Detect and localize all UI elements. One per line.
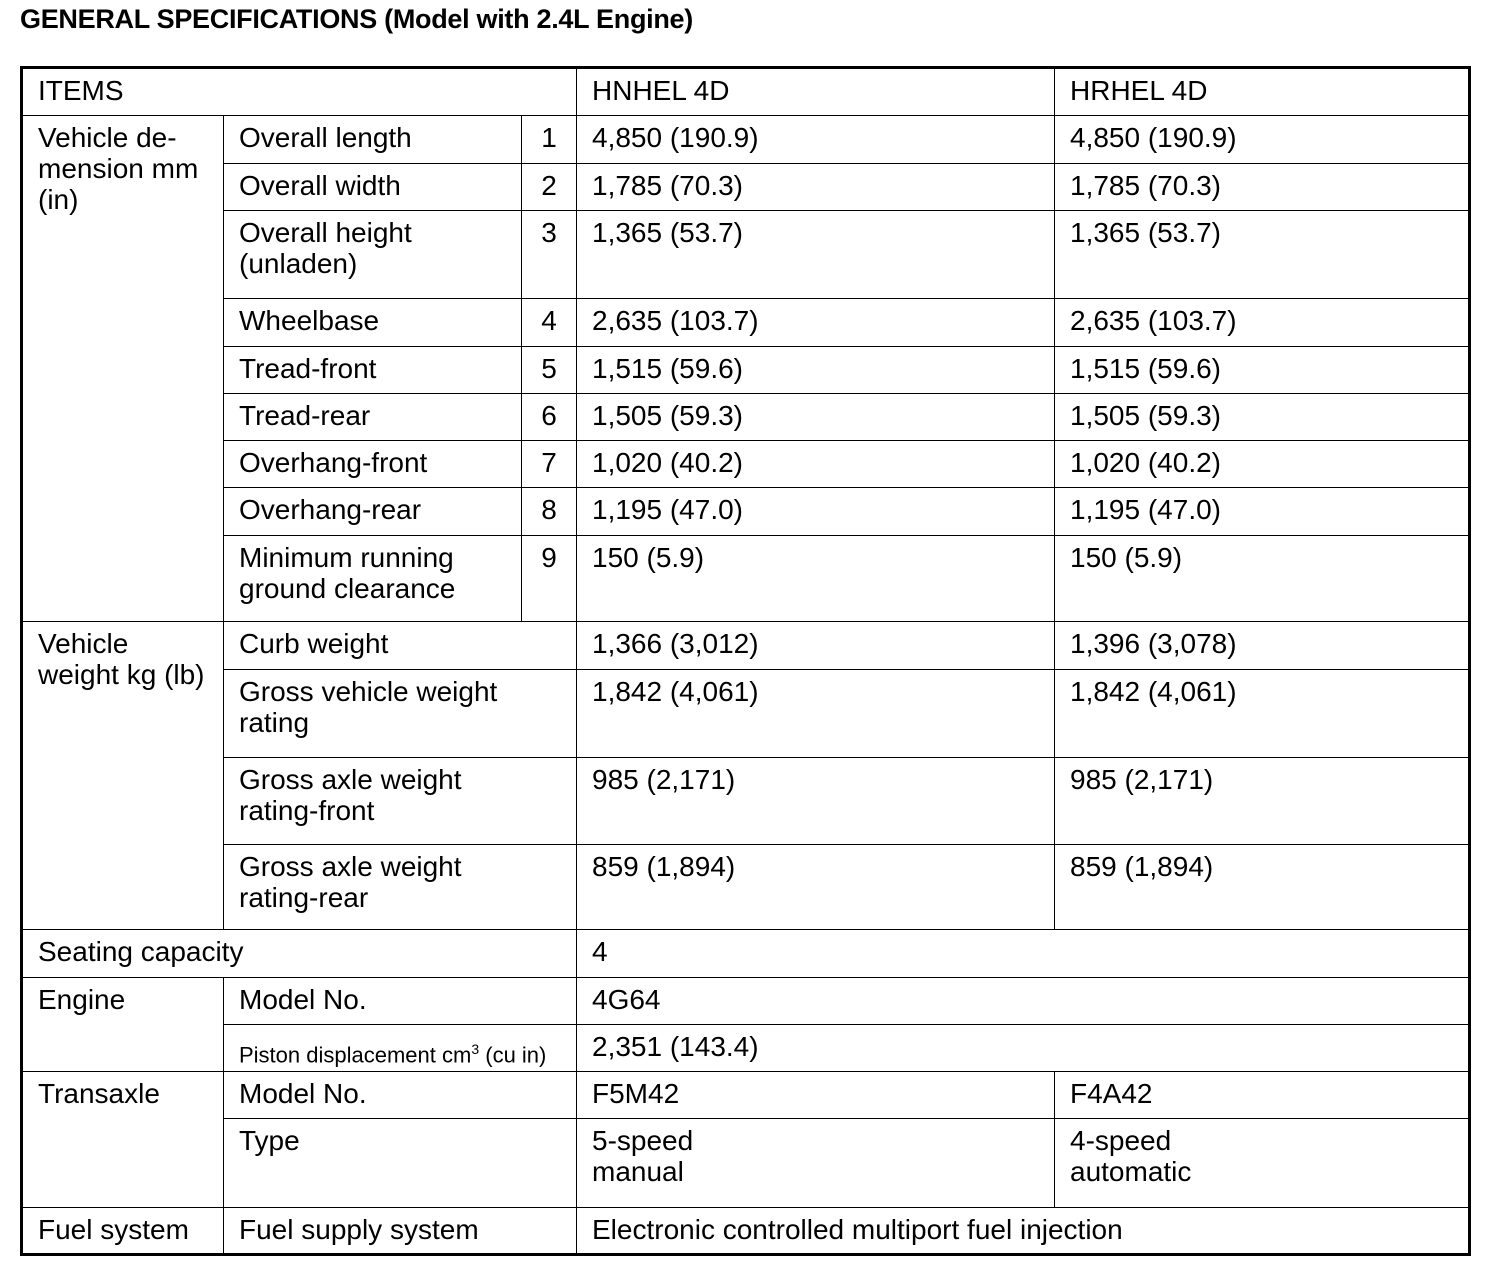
row-label-displacement xyxy=(224,1025,577,1072)
value-model-b: 1,396 (3,078) xyxy=(1055,622,1470,670)
row-label: Tread-rear xyxy=(224,393,522,440)
value-model-a: 4,850 (190.9) xyxy=(577,116,1055,163)
row-number: 1 xyxy=(522,116,577,163)
value-model-b: 1,505 (59.3) xyxy=(1055,393,1470,440)
value-model-b: 150 (5.9) xyxy=(1055,535,1470,621)
row-number: 7 xyxy=(522,441,577,488)
row-label: Model No. xyxy=(224,978,577,1025)
value-model-b: 1,365 (53.7) xyxy=(1055,210,1470,298)
row-label: Overhang-rear xyxy=(224,488,522,535)
value-model-b: 2,635 (103.7) xyxy=(1055,299,1470,346)
table-row xyxy=(22,622,1470,670)
value-model-a: 2,635 (103.7) xyxy=(577,299,1055,346)
value-model-a: F5M42 xyxy=(577,1071,1055,1118)
group-label-weight: Vehicle weight kg (lb) xyxy=(22,622,224,930)
row-number: 8 xyxy=(522,488,577,535)
value-model-b: 1,020 (40.2) xyxy=(1055,441,1470,488)
table-row xyxy=(22,441,1470,488)
row-number: 4 xyxy=(522,299,577,346)
group-label-transaxle: Transaxle xyxy=(22,1071,224,1207)
displacement-unit-text: (cu in) xyxy=(479,1042,547,1068)
table-row xyxy=(22,393,1470,440)
table-row xyxy=(22,535,1470,621)
table-row xyxy=(22,978,1470,1025)
table-row xyxy=(22,488,1470,535)
row-label-seating: Seating capacity xyxy=(22,929,577,977)
row-number: 6 xyxy=(522,393,577,440)
header-model-b: HRHEL 4D xyxy=(1055,68,1470,116)
displacement-label-text: Piston displacement cm xyxy=(239,1042,472,1068)
row-label: Overall length xyxy=(224,116,522,163)
table-row xyxy=(22,116,1470,163)
row-number: 5 xyxy=(522,346,577,393)
table-row xyxy=(22,163,1470,210)
table-row xyxy=(22,299,1470,346)
spec-table xyxy=(20,66,1471,1256)
table-row xyxy=(22,1025,1470,1072)
document-title: GENERAL SPECIFICATIONS (Model with 2.4L Engine) xyxy=(20,4,693,34)
table-row xyxy=(22,1207,1470,1254)
value-seating: 4 xyxy=(577,929,1470,977)
value-model-a: 1,195 (47.0) xyxy=(577,488,1055,535)
value-displacement: 2,351 (143.4) xyxy=(577,1025,1470,1072)
value-model-a: 1,842 (4,061) xyxy=(577,670,1055,757)
row-label: Overhang-front xyxy=(224,441,522,488)
row-label: Gross axle weight rating-front xyxy=(224,757,577,844)
row-label: Fuel supply system xyxy=(224,1207,577,1254)
row-label: Gross axle weight rating-rear xyxy=(224,845,577,929)
value-model-a: 1,366 (3,012) xyxy=(577,622,1055,670)
table-row xyxy=(22,1119,1470,1207)
row-label: Gross vehicle weight rating xyxy=(224,670,577,757)
table-header-row xyxy=(22,68,1470,116)
table-row xyxy=(22,757,1470,844)
row-label: Minimum running ground clearance xyxy=(224,535,522,621)
row-number: 3 xyxy=(522,210,577,298)
row-label: Model No. xyxy=(224,1071,577,1118)
table-row xyxy=(22,929,1470,977)
table-row xyxy=(22,346,1470,393)
row-label: Curb weight xyxy=(224,622,577,670)
group-label-dimension: Vehicle de- mension mm (in) xyxy=(22,116,224,622)
value-model-a: 1,505 (59.3) xyxy=(577,393,1055,440)
value-model-b: 4,850 (190.9) xyxy=(1055,116,1470,163)
value-model-a: 1,785 (70.3) xyxy=(577,163,1055,210)
header-model-a: HNHEL 4D xyxy=(577,68,1055,116)
table-row xyxy=(22,670,1470,757)
table-row xyxy=(22,845,1470,929)
value-model-b: 985 (2,171) xyxy=(1055,757,1470,844)
value-model-a: 1,515 (59.6) xyxy=(577,346,1055,393)
group-label-fuel: Fuel system xyxy=(22,1207,224,1254)
value-model-b: 4-speed automatic xyxy=(1055,1119,1470,1207)
row-label: Overall height (unladen) xyxy=(224,210,522,298)
row-label: Overall width xyxy=(224,163,522,210)
header-items: ITEMS xyxy=(22,68,577,116)
row-label: Type xyxy=(224,1119,577,1207)
group-label-engine: Engine xyxy=(22,978,224,1072)
value-model-b: 1,842 (4,061) xyxy=(1055,670,1470,757)
value-model-b: 1,195 (47.0) xyxy=(1055,488,1470,535)
value-fuel-system: Electronic controlled multiport fuel injection xyxy=(577,1207,1470,1254)
value-engine-model: 4G64 xyxy=(577,978,1470,1025)
value-model-a: 1,365 (53.7) xyxy=(577,210,1055,298)
table-row xyxy=(22,1071,1470,1118)
row-label: Wheelbase xyxy=(224,299,522,346)
value-model-a: 150 (5.9) xyxy=(577,535,1055,621)
value-model-a: 985 (2,171) xyxy=(577,757,1055,844)
value-model-a: 1,020 (40.2) xyxy=(577,441,1055,488)
value-model-b: 1,785 (70.3) xyxy=(1055,163,1470,210)
value-model-b: 859 (1,894) xyxy=(1055,845,1470,929)
value-model-b: 1,515 (59.6) xyxy=(1055,346,1470,393)
row-label: Tread-front xyxy=(224,346,522,393)
displacement-unit-superscript: 3 xyxy=(471,1041,480,1058)
value-model-b: F4A42 xyxy=(1055,1071,1470,1118)
row-number: 2 xyxy=(522,163,577,210)
row-number: 9 xyxy=(522,535,577,621)
value-model-a: 5-speed manual xyxy=(577,1119,1055,1207)
table-row xyxy=(22,210,1470,298)
value-model-a: 859 (1,894) xyxy=(577,845,1055,929)
